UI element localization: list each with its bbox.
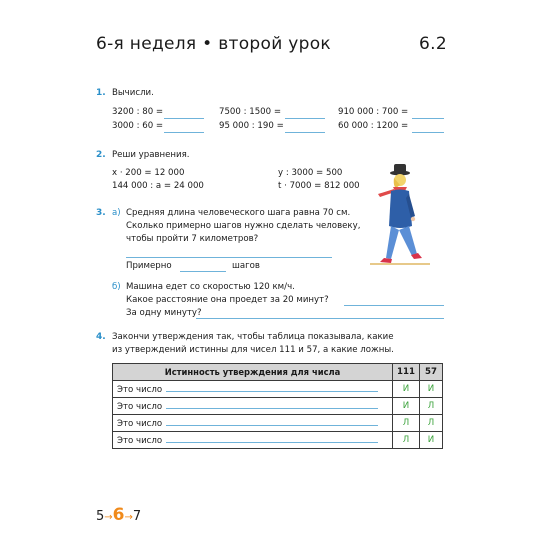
task-4-number: 4.: [96, 332, 106, 342]
arrow-right-icon: →: [104, 512, 113, 523]
answer-line[interactable]: [196, 317, 444, 319]
equation-3: 144 000 : a = 24 000: [112, 181, 204, 191]
next-page-link[interactable]: 7: [132, 509, 142, 524]
statement-input[interactable]: [166, 417, 378, 426]
truth-value: И: [393, 398, 420, 415]
truth-value: Л: [420, 398, 443, 415]
task-4-line-1: Закончи утверждения так, чтобы таблица показывала, какие: [112, 332, 394, 342]
page-navigation: [96, 505, 141, 525]
truth-value: Л: [393, 415, 420, 432]
statement-input[interactable]: [166, 400, 378, 409]
task-1-label: Вычисли.: [112, 88, 154, 98]
answer-line[interactable]: [164, 117, 204, 119]
row-label: Это число: [117, 436, 163, 446]
statement-input[interactable]: [166, 434, 378, 443]
approx-label: Примерно: [126, 261, 172, 271]
task-3b-label: б): [112, 282, 121, 292]
steps-answer-line[interactable]: [180, 270, 226, 272]
task-4-line-2: из утверждений истинны для чисел 111 и 57, а какие ложны.: [112, 345, 394, 355]
table-row: [113, 415, 443, 432]
task-3b-line-1: Машина едет со скоростью 120 км/ч.: [126, 282, 295, 292]
truth-value: И: [393, 381, 420, 398]
expr-2-1: 3000 : 60 =: [112, 121, 164, 131]
table-col-57: 57: [420, 364, 443, 381]
table-header: Истинность утверждения для числа: [113, 364, 393, 381]
table-row: [113, 398, 443, 415]
current-page-number: 6: [112, 505, 125, 525]
task-2-label: Реши уравнения.: [112, 150, 190, 160]
prev-page-link[interactable]: 5: [96, 509, 105, 524]
answer-line[interactable]: [164, 131, 204, 133]
table-row: [113, 432, 443, 449]
truth-value: И: [420, 432, 443, 449]
answer-line[interactable]: [285, 131, 325, 133]
walking-man-illustration: [360, 160, 440, 280]
task-3a-line-1: Средняя длина человеческого шага равна 70 см.: [126, 208, 351, 218]
answer-line[interactable]: [412, 117, 444, 119]
truth-table: [112, 363, 443, 449]
answer-line[interactable]: [412, 131, 444, 133]
answer-line[interactable]: [126, 256, 332, 258]
arrow-right-icon: →: [124, 512, 133, 523]
expr-2-2: 95 000 : 190 =: [219, 121, 284, 131]
task-3-number: 3.: [96, 208, 106, 218]
truth-value: И: [420, 381, 443, 398]
answer-line[interactable]: [285, 117, 325, 119]
truth-value: Л: [420, 415, 443, 432]
row-label: Это число: [117, 385, 163, 395]
truth-value: Л: [393, 432, 420, 449]
expr-1-3: 910 000 : 700 =: [338, 107, 409, 117]
answer-line[interactable]: [344, 304, 444, 306]
lesson-number: 6.2: [419, 34, 447, 54]
row-label: Это число: [117, 402, 163, 412]
table-row: [113, 381, 443, 398]
expr-2-3: 60 000 : 1200 =: [338, 121, 409, 131]
expr-1-2: 7500 : 1500 =: [219, 107, 282, 117]
row-label: Это число: [117, 419, 163, 429]
task-1-number: 1.: [96, 88, 106, 98]
task-3b-line-3: За одну минуту?: [126, 308, 202, 318]
task-3b-line-2: Какое расстояние она проедет за 20 минут?: [126, 295, 329, 305]
task-3a-label: а): [112, 208, 121, 218]
table-col-111: 111: [393, 364, 420, 381]
page-title: 6-я неделя • второй урок: [96, 34, 331, 54]
expr-1-1: 3200 : 80 =: [112, 107, 164, 117]
equation-4: t · 7000 = 812 000: [278, 181, 360, 191]
steps-label: шагов: [232, 261, 260, 271]
task-2-number: 2.: [96, 150, 106, 160]
task-3a-line-2: Сколько примерно шагов нужно сделать человеку,: [126, 221, 361, 231]
statement-input[interactable]: [166, 383, 378, 392]
equation-2: y : 3000 = 500: [278, 168, 343, 178]
equation-1: x · 200 = 12 000: [112, 168, 185, 178]
task-3a-line-3: чтобы пройти 7 километров?: [126, 234, 259, 244]
